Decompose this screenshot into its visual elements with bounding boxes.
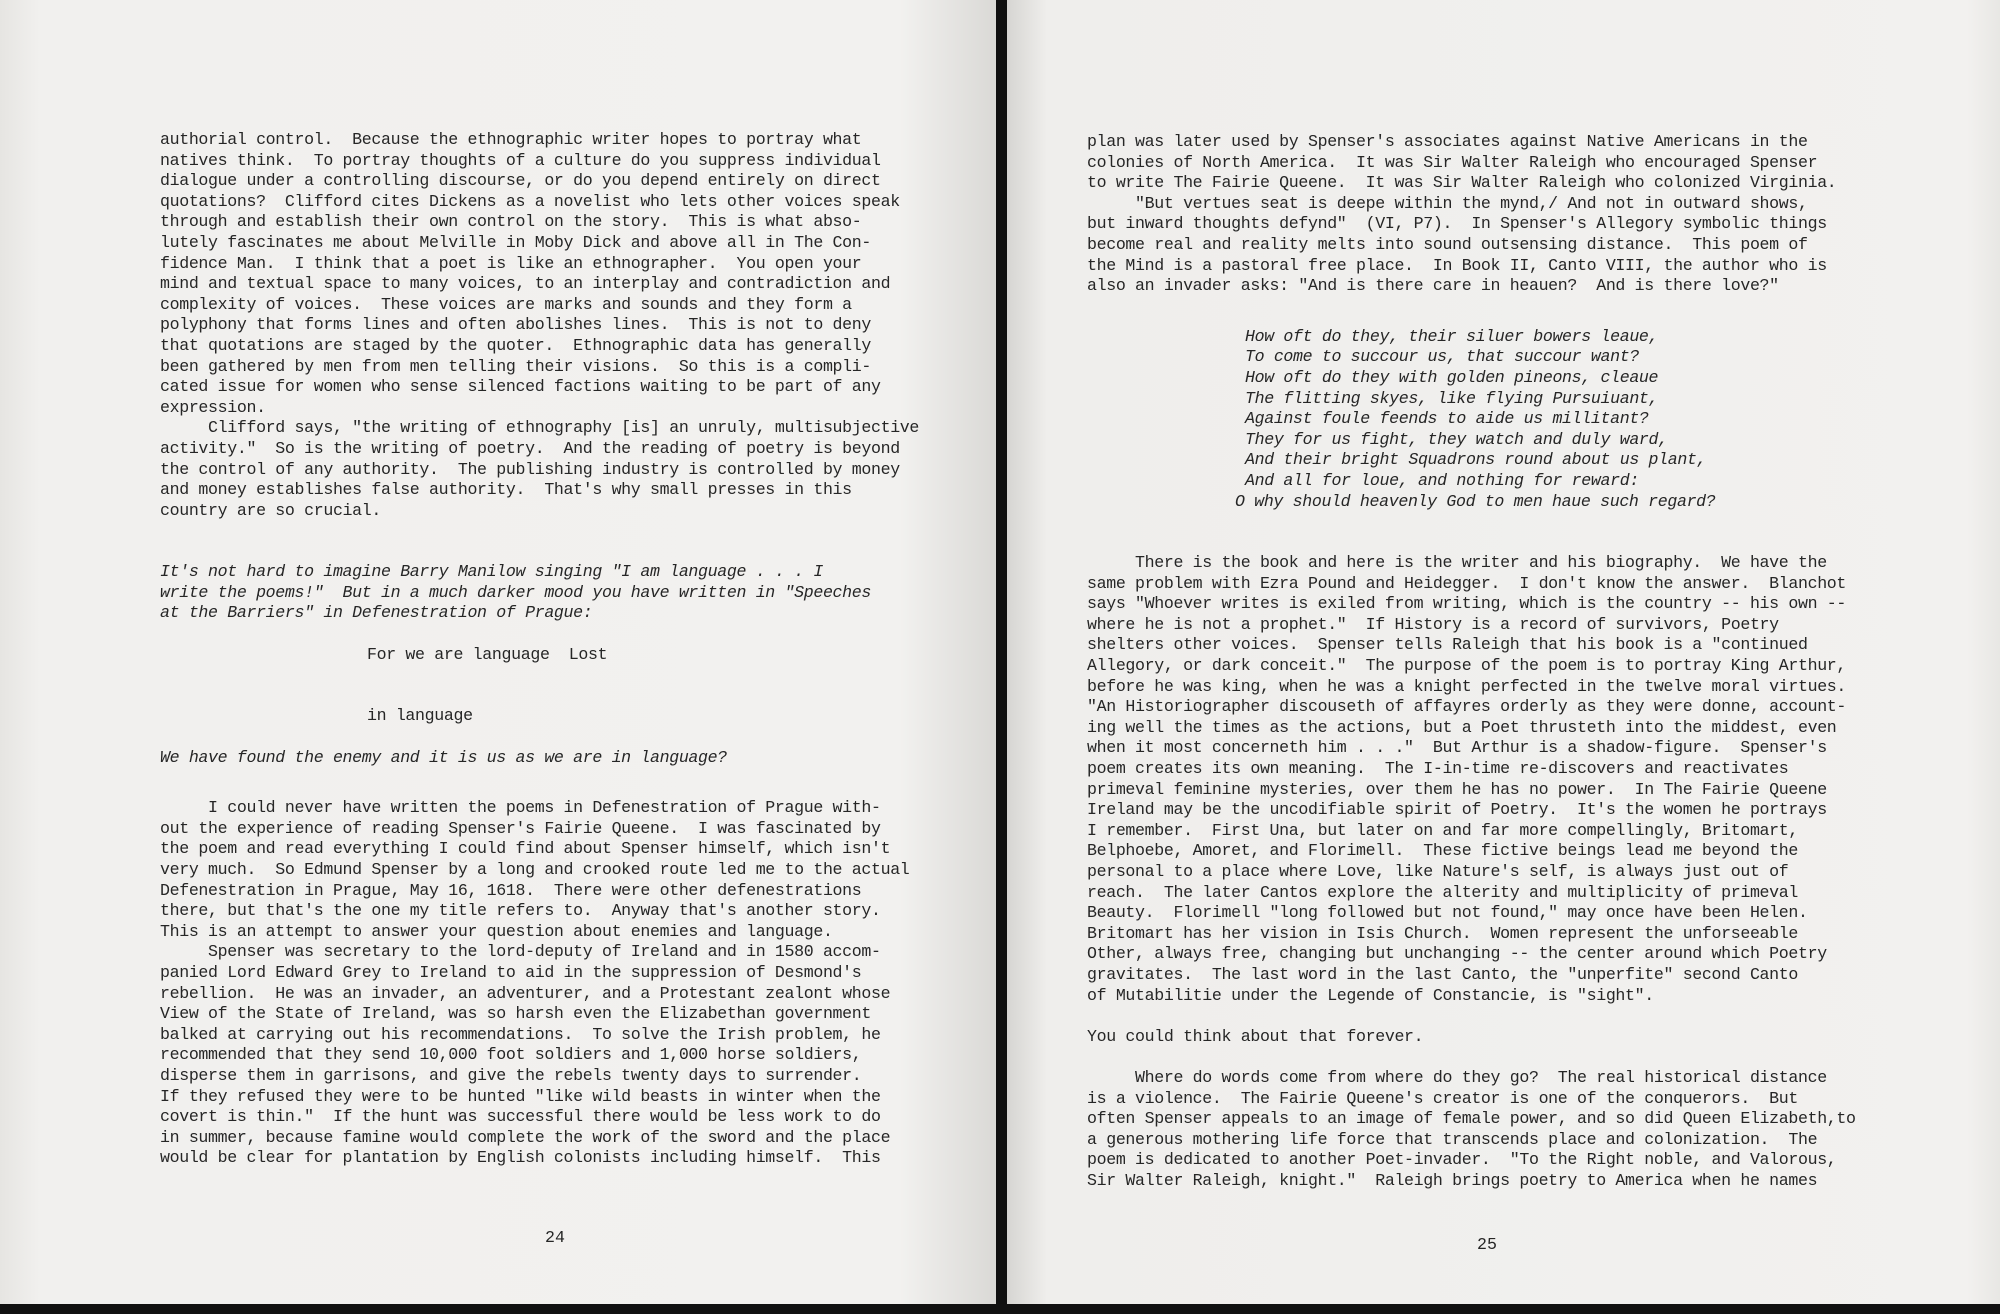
- text-line: in language: [367, 706, 473, 726]
- text-line: And all for loue, and nothing for reward:: [1245, 470, 1639, 490]
- text-line: when it most concerneth him . . ." But Arthur is a shadow-figure. Spenser's: [1087, 738, 1827, 758]
- text-line: expression.: [160, 397, 266, 417]
- text-line: but inward thoughts defynd" (VI, P7). In Spenser's Allegory symbolic things: [1087, 214, 1827, 234]
- text-line: Defenestration in Prague, May 16, 1618. There were other defenestrations: [160, 880, 862, 900]
- text-line: Belphoebe, Amoret, and Florimell. These fictive beings lead me beyond the: [1087, 841, 1798, 861]
- text-line: there, but that's the one my title refers to. Anyway that's another story.: [160, 901, 881, 921]
- text-line: And their bright Squadrons round about us plant,: [1245, 450, 1707, 470]
- text-line: fidence Man. I think that a poet is like an ethnographer. You open your: [160, 253, 862, 273]
- text-line: country are so crucial.: [160, 500, 381, 520]
- text-line: poem is dedicated to another Poet-invader. "To the Right noble, and Valorous,: [1087, 1150, 1837, 1170]
- text-line: quotations? Clifford cites Dickens as a novelist who lets other voices speak: [160, 191, 900, 211]
- text-line: mind and textual space to many voices, to an interplay and contradiction and: [160, 274, 891, 294]
- text-line: colonies of North America. It was Sir Walter Raleigh who encouraged Spenser: [1087, 152, 1818, 172]
- text-line: Spenser was secretary to the lord-deputy of Ireland and in 1580 accom-: [160, 942, 881, 962]
- text-line: How oft do they, their siluer bowers leaue,: [1245, 326, 1659, 346]
- text-line: shelters other voices. Spenser tells Raleigh that his book is a "continued: [1087, 635, 1808, 655]
- text-line: O why should heavenly God to men haue such regard?: [1235, 491, 1716, 511]
- paragraph-block: [1087, 132, 1897, 297]
- text-line: Ireland may be the uncodifiable spirit of Poetry. It's the women he portrays: [1087, 800, 1827, 820]
- text-line: rebellion. He was an invader, an adventurer, and a Protestant zealont whose: [160, 983, 891, 1003]
- text-line: recommended that they send 10,000 foot soldiers and 1,000 horse soldiers,: [160, 1045, 862, 1065]
- text-line: lutely fascinates me about Melville in Moby Dick and above all in The Con-: [160, 232, 871, 252]
- quoted-stanza: [1087, 327, 1897, 492]
- text-line: disperse them in garrisons, and give the rebels twenty days to surrender.: [160, 1065, 862, 1085]
- text-line: write the poems!" But in a much darker mood you have written in "Speeches: [160, 582, 871, 602]
- text-line: cated issue for women who sense silenced factions waiting to be part of any: [160, 377, 881, 397]
- page-number: 24: [545, 1228, 565, 1247]
- paragraph-block: [1087, 1068, 1897, 1192]
- text-line: in summer, because famine would complete the work of the sword and the place: [160, 1127, 891, 1147]
- text-line: panied Lord Edward Grey to Ireland to aid in the suppression of Desmond's: [160, 962, 862, 982]
- text-line: I remember. First Una, but later on and far more compellingly, Britomart,: [1087, 820, 1798, 840]
- text-line: To come to succour us, that succour want?: [1245, 347, 1639, 367]
- right-page-text: [1087, 132, 1897, 1192]
- text-line: This is an attempt to answer your question about enemies and language.: [160, 921, 833, 941]
- text-line: the poem and read everything I could find about Spenser himself, which isn't: [160, 839, 891, 859]
- text-line: The flitting skyes, like flying Pursuiuant,: [1245, 388, 1659, 408]
- text-line: would be clear for plantation by English colonists including himself. This: [160, 1148, 881, 1168]
- paragraph-block: [1087, 553, 1897, 1006]
- text-line: dialogue under a controlling discourse, or do you depend entirely on direct: [160, 171, 881, 191]
- book-bottom-edge: [0, 1304, 2000, 1314]
- paragraph-block: [160, 798, 980, 1169]
- text-line: the Mind is a pastoral free place. In Book II, Canto VIII, the author who is: [1087, 255, 1827, 275]
- text-line: activity." So is the writing of poetry. And the reading of poetry is beyond: [160, 438, 900, 458]
- text-line: through and establish their own control on the story. This is what abso-: [160, 212, 862, 232]
- text-line: become real and reality melts into sound outsensing distance. This poem of: [1087, 234, 1808, 254]
- text-line: ing well the times as the actions, but a Poet thrusteth into the middest, even: [1087, 717, 1837, 737]
- text-line: complexity of voices. These voices are marks and sounds and they form a: [160, 294, 852, 314]
- quoted-verse: [160, 645, 980, 727]
- text-line: reach. The later Cantos explore the alterity and multiplicity of primeval: [1087, 882, 1798, 902]
- text-line: authorial control. Because the ethnographic writer hopes to portray what: [160, 130, 862, 149]
- text-line: Other, always free, changing but unchanging -- the center around which Poetry: [1087, 944, 1827, 964]
- text-line: "An Historiographer discouseth of affayres orderly as they were donne, account-: [1087, 697, 1847, 717]
- text-line: gravitates. The last word in the last Canto, the "unperfite" second Canto: [1087, 964, 1798, 984]
- text-line: plan was later used by Spenser's associates against Native Americans in the: [1087, 132, 1808, 151]
- text-line: says "Whoever writes is exiled from writing, which is the country -- his own --: [1087, 594, 1847, 614]
- text-line: If they refused they were to be hunted "like wild beasts in winter when the: [160, 1086, 881, 1106]
- text-line: poem creates its own meaning. The I-in-time re-discovers and reactivates: [1087, 759, 1789, 779]
- text-line: of Mutabilitie under the Legende of Constancie, is "sight".: [1087, 985, 1654, 1005]
- interview-question: We have found the enemy and it is us as we are in language?: [160, 747, 727, 767]
- left-page-text: [160, 130, 980, 1169]
- text-line: Where do words come from where do they go? The real historical distance: [1087, 1067, 1827, 1087]
- text-line: They for us fight, they watch and duly ward,: [1245, 429, 1668, 449]
- text-line: where he is not a prophet." If History is a record of survivors, Poetry: [1087, 614, 1779, 634]
- text-line: to write The Fairie Queene. It was Sir Walter Raleigh who colonized Virginia.: [1087, 173, 1837, 193]
- text-line: covert is thin." If the hunt was successful there would be less work to do: [160, 1107, 881, 1127]
- text-line: Against foule feends to aide us millitant?: [1245, 409, 1649, 429]
- text-line: at the Barriers" in Defenestration of Prague:: [160, 603, 593, 623]
- text-line: out the experience of reading Spenser's Fairie Queene. I was fascinated by: [160, 818, 881, 838]
- text-line: You could think about that forever.: [1087, 1026, 1424, 1046]
- text-line: often Spenser appeals to an image of female power, and so did Queen Elizabeth,to: [1087, 1109, 1856, 1129]
- text-line: I could never have written the poems in Defenestration of Prague with-: [160, 798, 881, 818]
- text-line: polyphony that forms lines and often abolishes lines. This is not to deny: [160, 315, 871, 335]
- paragraph-block: [160, 130, 980, 521]
- text-line: balked at carrying out his recommendations. To solve the Irish problem, he: [160, 1024, 881, 1044]
- text-line: also an invader asks: "And is there care in heauen? And is there love?": [1087, 276, 1779, 296]
- text-line: is a violence. The Fairie Queene's creator is one of the conquerors. But: [1087, 1088, 1798, 1108]
- text-line: that quotations are staged by the quoter. Ethnographic data has generally: [160, 335, 871, 355]
- text-line: "But vertues seat is deepe within the mynd,/ And not in outward shows,: [1087, 193, 1808, 213]
- text-line: and money establishes false authority. That's why small presses in this: [160, 480, 852, 500]
- text-line: There is the book and here is the writer and his biography. We have the: [1087, 553, 1827, 573]
- text-line: Sir Walter Raleigh, knight." Raleigh brings poetry to America when he names: [1087, 1170, 1818, 1190]
- text-line: View of the State of Ireland, was so harsh even the Elizabethan government: [160, 1004, 871, 1024]
- text-line: Clifford says, "the writing of ethnography [is] an unruly, multisubjective: [160, 418, 920, 438]
- text-line: For we are language Lost: [367, 644, 608, 664]
- text-line: Allegory, or dark conceit." The purpose of the poem is to portray King Arthur,: [1087, 656, 1847, 676]
- text-line: It's not hard to imagine Barry Manilow singing "I am language . . . I: [160, 562, 823, 582]
- text-line: Beauty. Florimell "long followed but not found," may once have been Helen.: [1087, 903, 1808, 923]
- text-line: very much. So Edmund Spenser by a long and crooked route led me to the actual: [160, 860, 910, 879]
- text-line: the control of any authority. The publishing industry is controlled by money: [160, 459, 900, 479]
- text-line: primeval feminine mysteries, over them he has no power. In The Fairie Queene: [1087, 779, 1827, 799]
- text-line: been gathered by men from men telling their visions. So this is a compli-: [160, 356, 871, 376]
- interview-question: [160, 562, 980, 624]
- text-line: before he was king, when he was a knight perfected in the twelve moral virtues.: [1087, 676, 1847, 696]
- text-line: natives think. To portray thoughts of a culture do you suppress individual: [160, 150, 881, 170]
- page-number: 25: [1477, 1235, 1497, 1254]
- text-line: How oft do they with golden pineons, cleaue: [1245, 367, 1659, 387]
- text-line: Britomart has her vision in Isis Church. Women represent the unforseeable: [1087, 923, 1798, 943]
- text-line: a generous mothering life force that transcends place and colonization. The: [1087, 1129, 1818, 1149]
- text-line: personal to a place where Love, like Nature's self, is always just out of: [1087, 862, 1789, 881]
- right-page: [1007, 0, 2000, 1304]
- left-page: [0, 0, 1000, 1304]
- text-line: same problem with Ezra Pound and Heidegger. I don't know the answer. Blanchot: [1087, 573, 1847, 593]
